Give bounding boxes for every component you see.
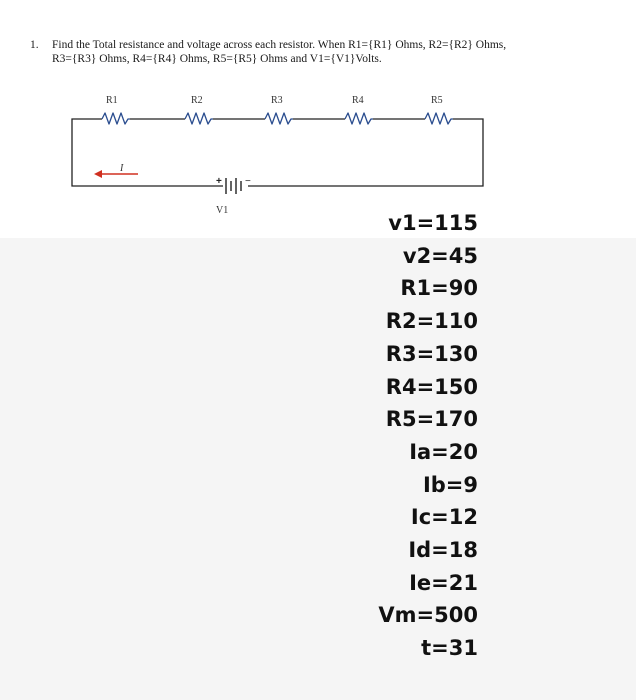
value-row: Ia=20 [409,439,478,464]
value-row: Ib=9 [422,472,478,497]
battery-v1 [226,178,241,194]
wire-left-loop [72,119,223,186]
battery-label: V1 [216,205,229,216]
current-arrow [94,170,138,178]
value-row: R2=110 [385,309,478,334]
battery-plus-sign: + [216,176,222,187]
resistor-r1 [102,113,130,124]
value-row: R1=90 [400,276,478,301]
values-list [378,207,478,665]
value-row: Vm=500 [378,603,478,628]
circuit-wires [72,119,483,186]
resistor-r3 [265,113,293,124]
resistor-r5 [425,113,453,124]
value-row: R4=150 [385,374,478,399]
resistor-label-r3: R3 [271,95,283,106]
value-row: v2=45 [402,243,478,268]
value-row: Ic=12 [410,505,478,530]
value-row: t=31 [421,636,478,661]
question-line-2: R3={R3} Ohms, R4={R4} Ohms, R5={R5} Ohms and V1={V1}Volts. [52,53,382,65]
value-row: v1=115 [388,211,478,235]
battery-minus-sign: − [245,176,251,187]
value-row: R5=170 [385,407,478,432]
value-row: Id=18 [408,538,478,563]
circuit-diagram [0,0,636,240]
wire-right-loop [248,119,483,186]
resistor-label-r4: R4 [352,95,364,106]
resistor-r2 [185,113,213,124]
resistor-label-r1: R1 [106,95,118,106]
value-row: Ie=21 [409,570,478,595]
value-row: R3=130 [385,341,478,366]
question-line-1: Find the Total resistance and voltage across each resistor. When R1={R1} Ohms, R2={R2} Ohms, [52,39,507,51]
resistor-label-r2: R2 [191,95,203,106]
current-label: I [120,163,124,174]
resistor-label-r5: R5 [431,95,443,106]
resistor-r4 [345,113,373,124]
question-number: 1. [30,39,39,51]
